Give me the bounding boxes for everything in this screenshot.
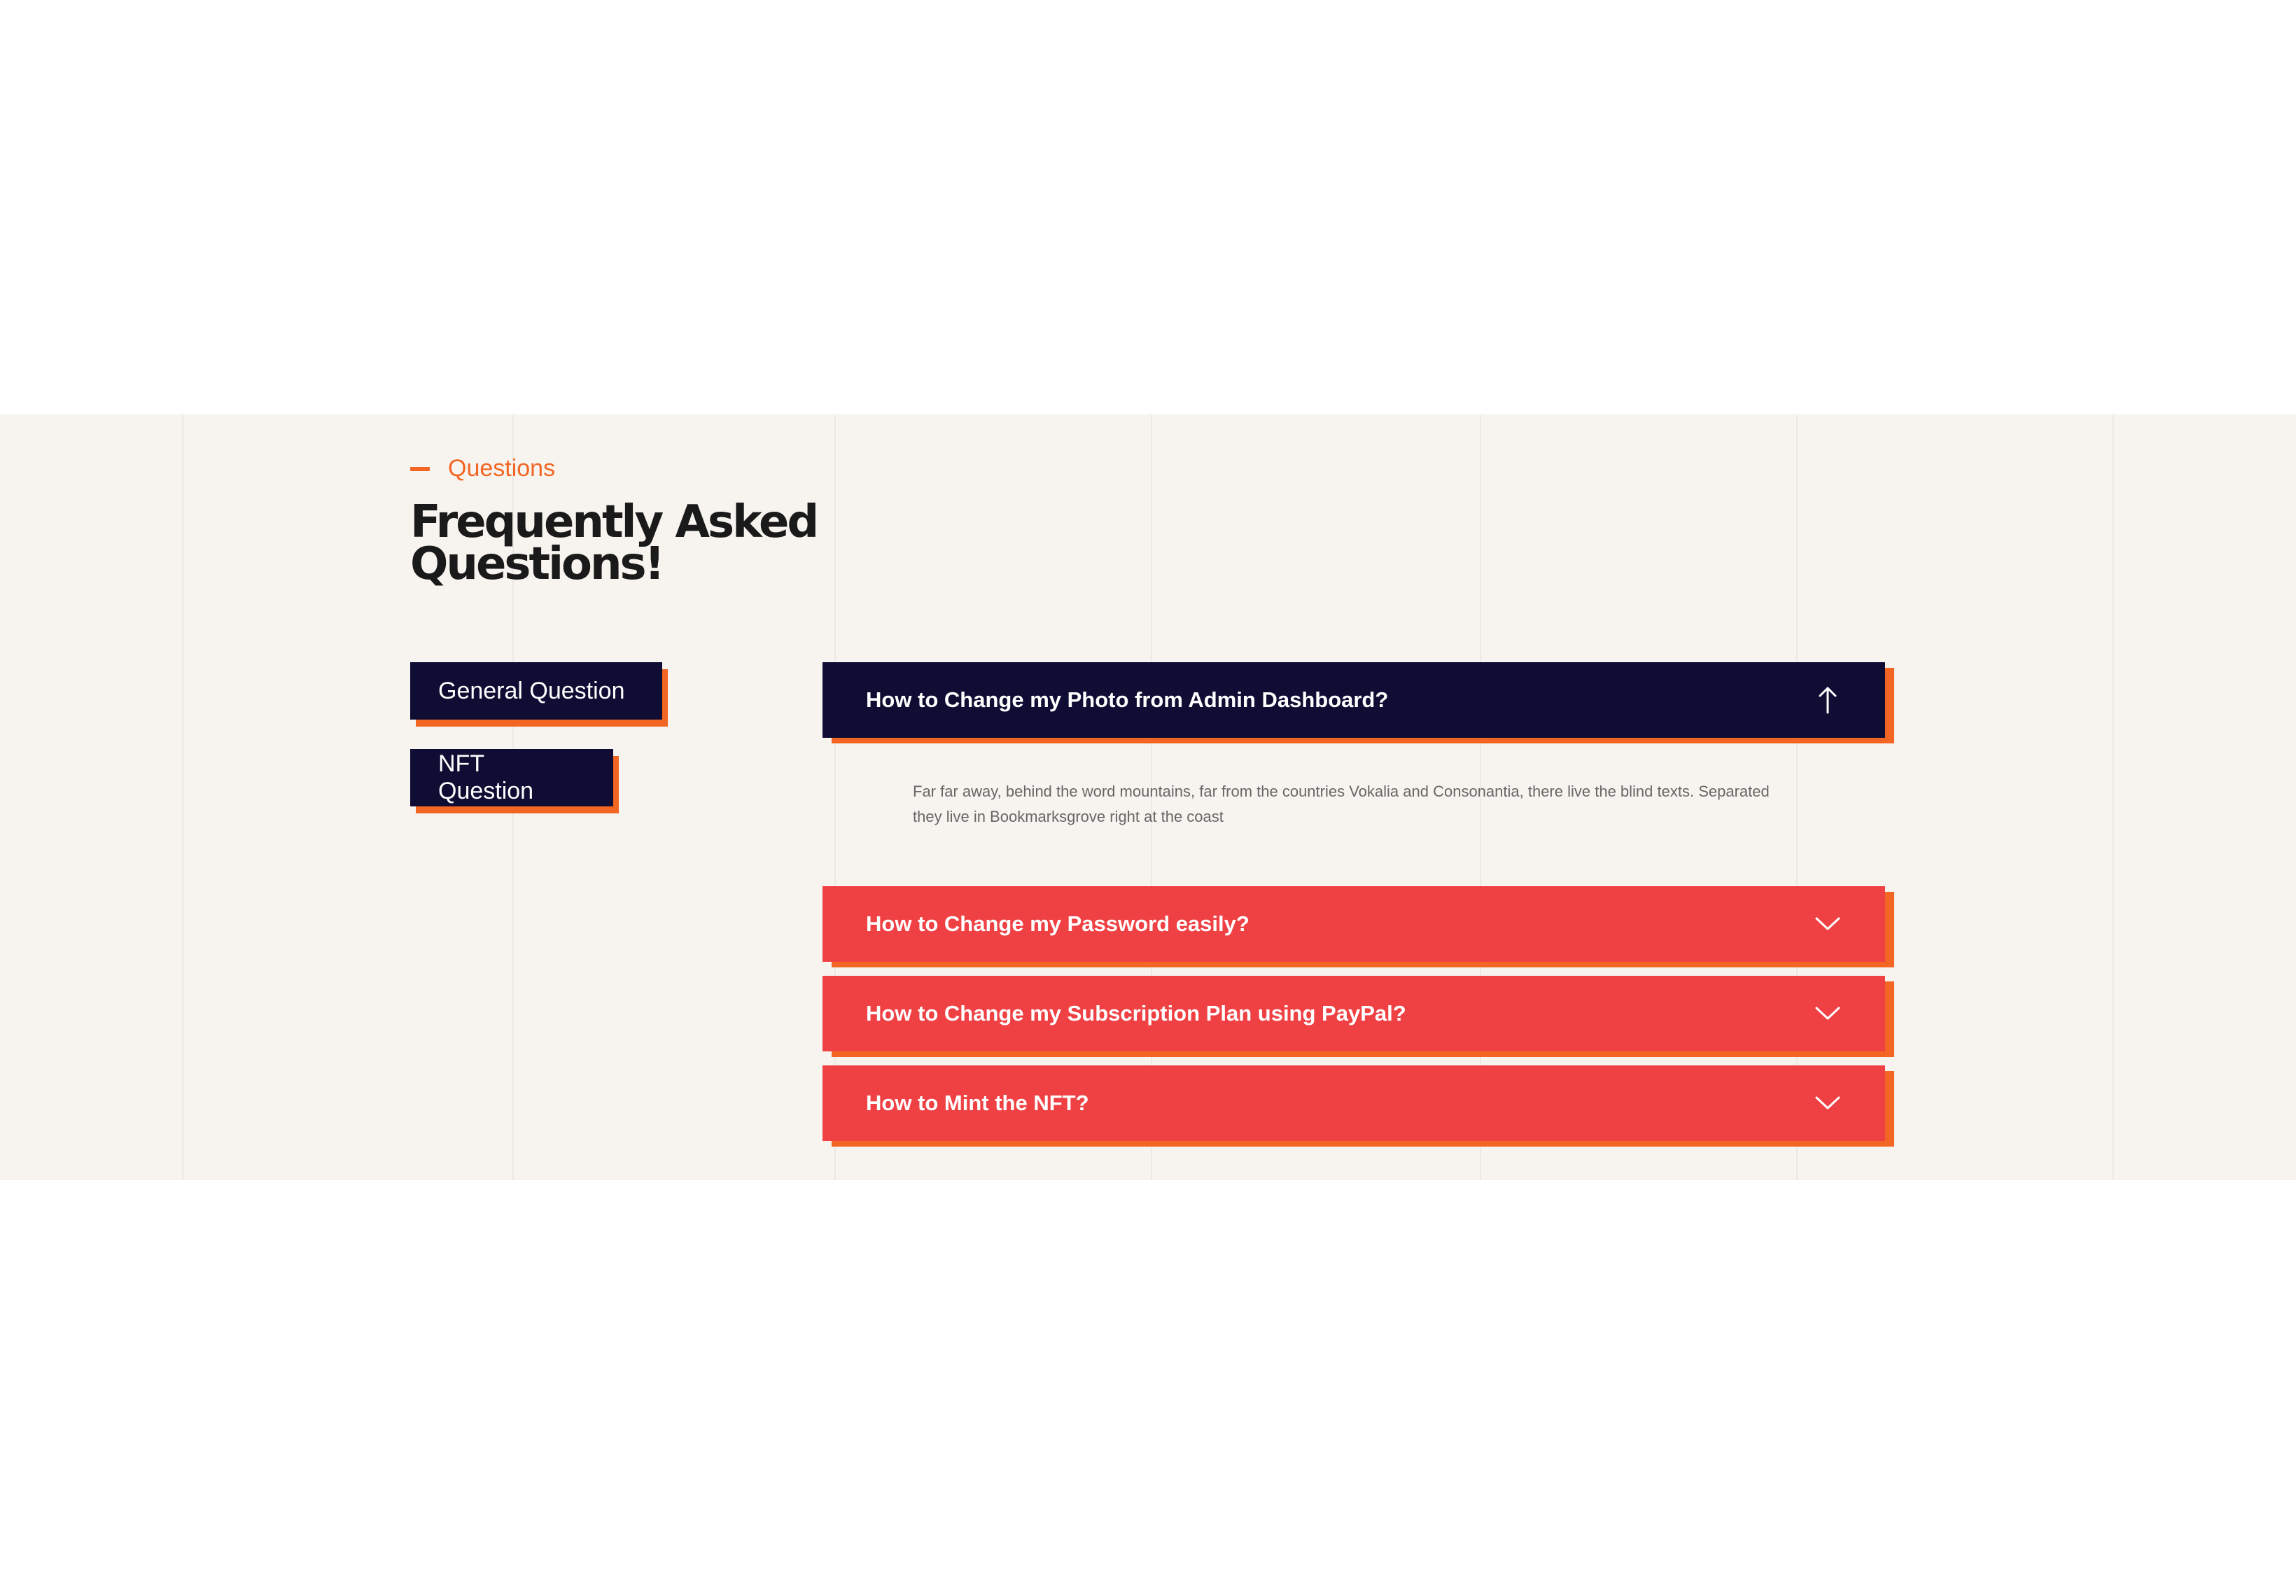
- grid-line: [182, 414, 183, 1180]
- faq-item-admin-photo[interactable]: [822, 662, 1885, 738]
- chevron-down-icon[interactable]: [1814, 910, 1842, 938]
- faq-question: How to Mint the NFT?: [866, 1091, 1089, 1115]
- chevron-down-icon[interactable]: [1814, 1000, 1842, 1028]
- eyebrow-dash: [410, 467, 430, 471]
- eyebrow-label: Questions: [448, 455, 556, 482]
- faq-item-mint-nft[interactable]: [822, 1065, 1885, 1141]
- tab-nft-question[interactable]: NFT Question: [410, 749, 613, 806]
- tab-general-question[interactable]: General Question: [410, 662, 662, 720]
- faq-answer: Far far away, behind the word mountains, far from the countries Vokalia and Consonantia, there live the blind texts. Separated they live in Bookmarksgrove right at the coast: [913, 783, 1770, 825]
- faq-item-subscription[interactable]: [822, 976, 1885, 1051]
- faq-question: How to Change my Subscription Plan using PayPal?: [866, 1001, 1406, 1026]
- chevron-down-icon[interactable]: [1814, 1089, 1842, 1117]
- faq-item-password[interactable]: [822, 886, 1885, 962]
- faq-question: How to Change my Password easily?: [866, 911, 1250, 936]
- section-eyebrow: [410, 455, 555, 482]
- faq-question: How to Change my Photo from Admin Dashboard?: [866, 687, 1389, 712]
- faq-section: [0, 414, 2296, 1180]
- section-title: Frequently Asked Questions!: [410, 496, 818, 590]
- grid-line: [2113, 414, 2114, 1180]
- arrow-up-icon[interactable]: [1814, 686, 1842, 714]
